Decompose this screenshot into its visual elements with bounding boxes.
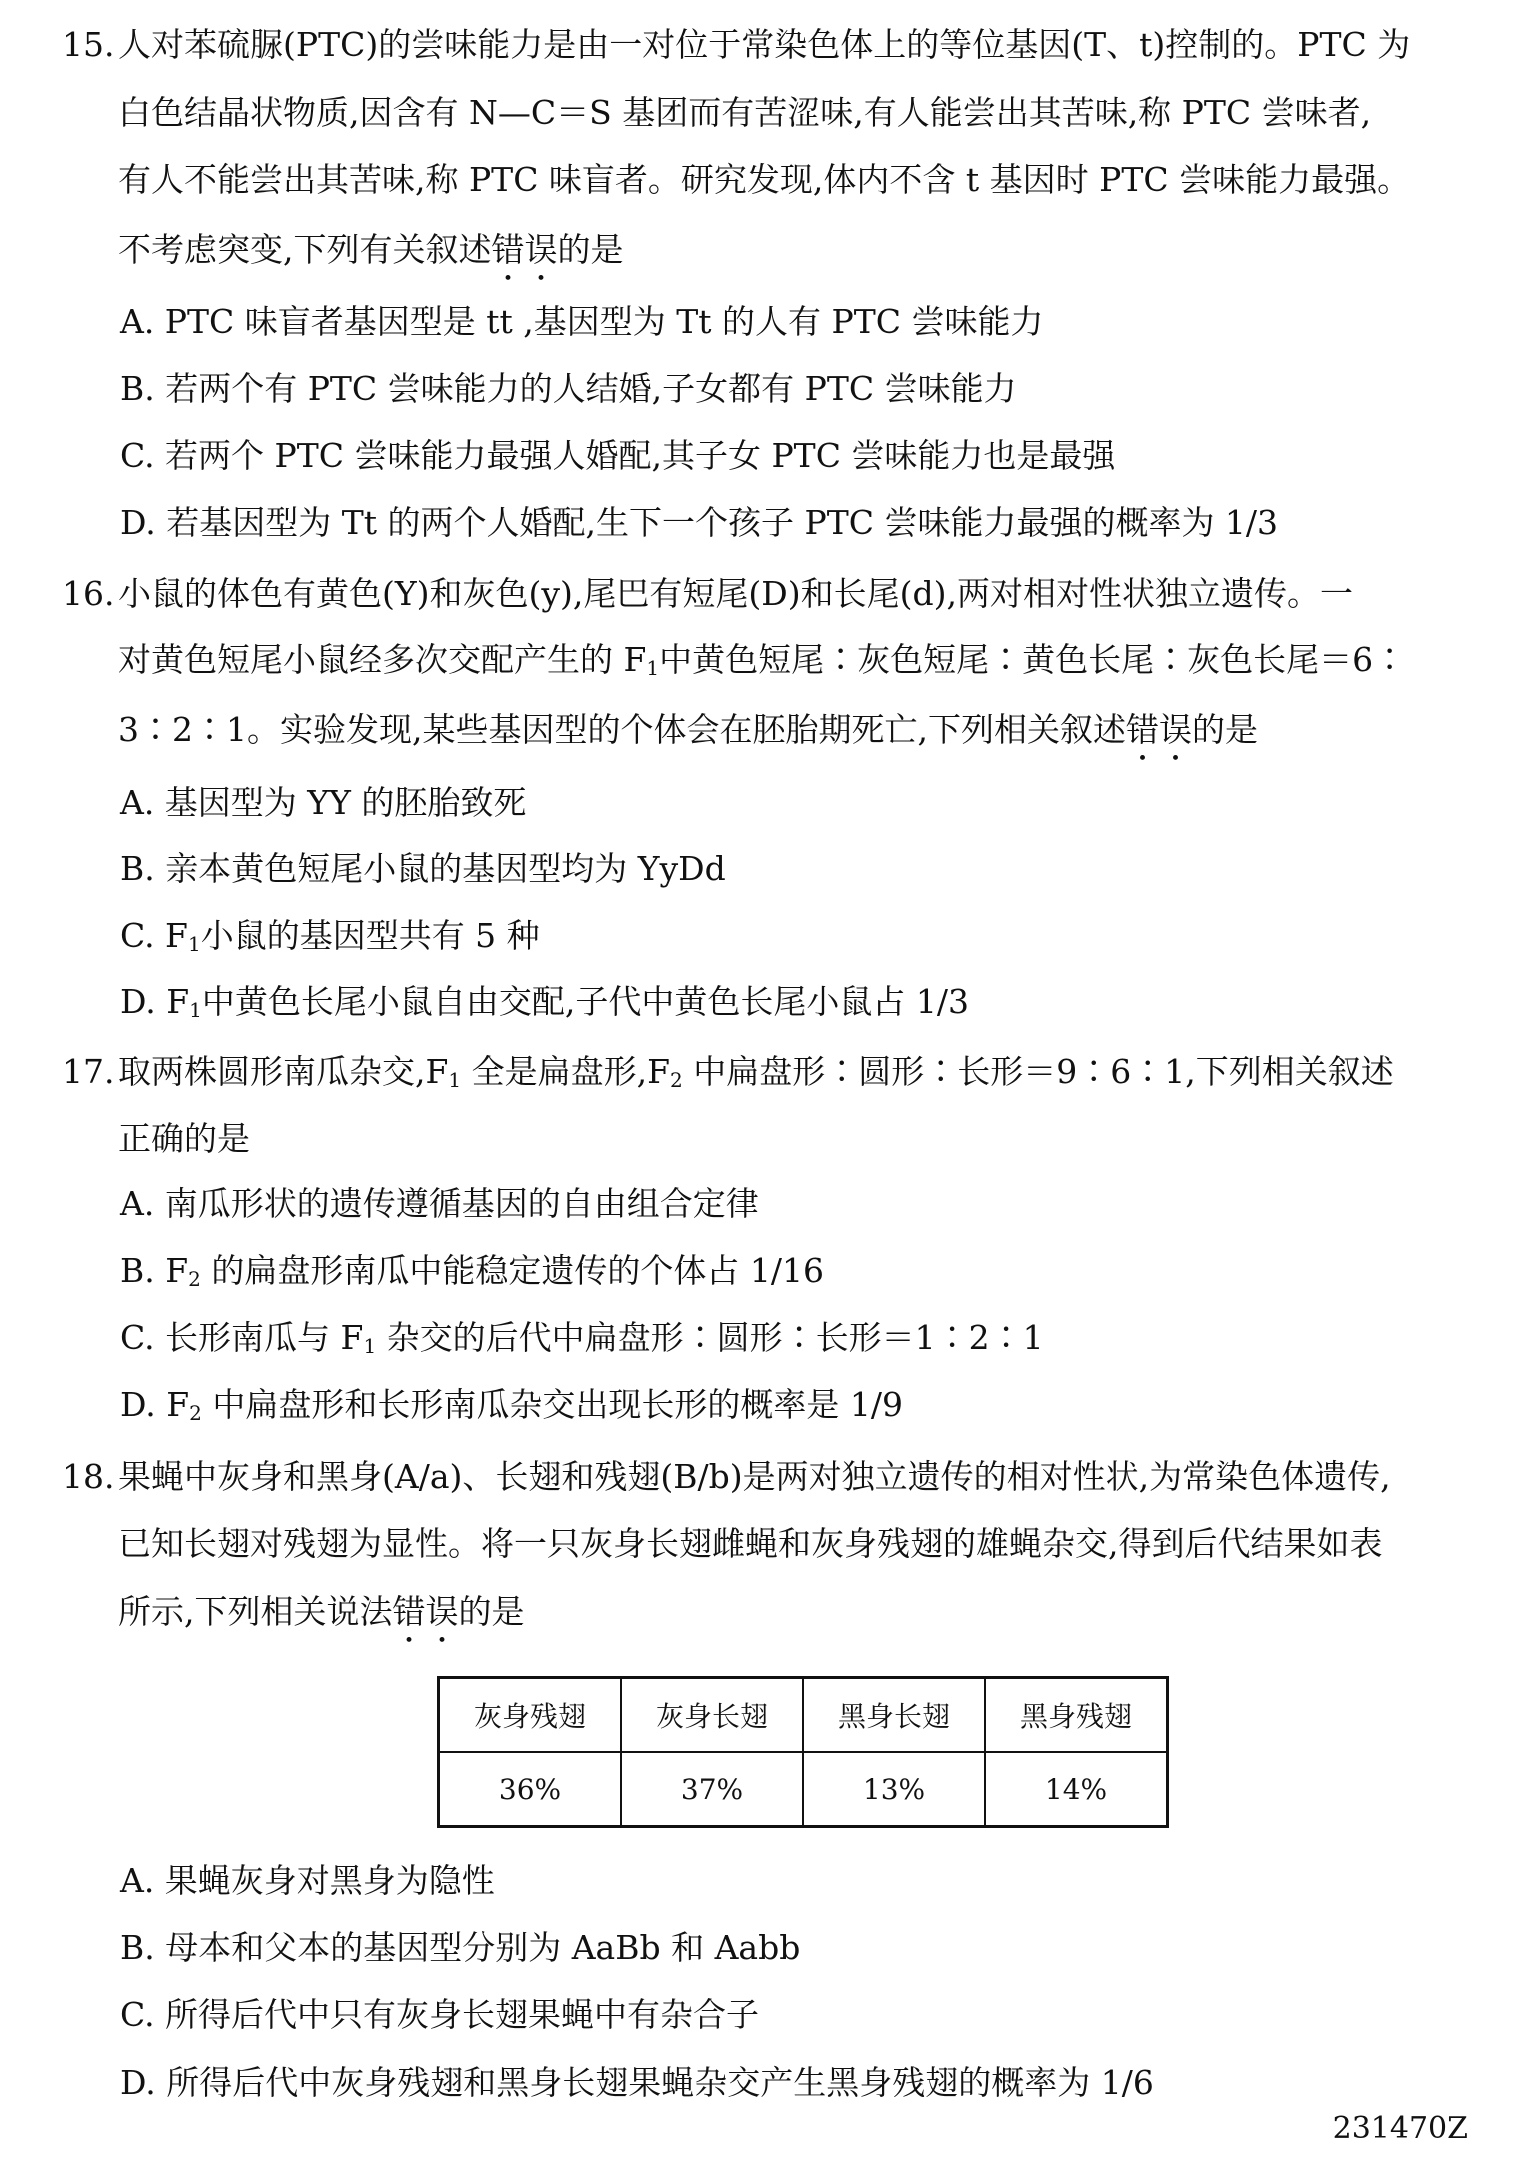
option-b-part-a: B. F [120,1251,189,1290]
subscript-2: 2 [670,1068,683,1092]
question-15-stem-line-1: 人对苯硫脲(PTC)的尝味能力是由一对位于常染色体上的等位基因(T、t)控制的。PTC 为 [118,25,1411,64]
table-header-cell: 灰身长翅 [621,1678,803,1753]
question-16-option-d [120,982,969,1022]
option-d-part-a: D. F [120,1385,190,1424]
question-18-stem-line-2: 已知长翅对残翅为显性。将一只灰身长翅雌蝇和灰身残翅的雄蝇杂交,得到后代结果如表 [118,1524,1383,1563]
option-c-part-a: C. F [120,916,188,955]
question-18-option-a: A. 果蝇灰身对黑身为隐性 [120,1861,495,1900]
question-17-option-b [120,1251,824,1291]
question-15-number: 15. [62,25,115,64]
option-b-part-b: 的扁盘形南瓜中能稳定遗传的个体占 1/16 [200,1251,824,1290]
question-16-stem-line-1: 小鼠的体色有黄色(Y)和灰色(y),尾巴有短尾(D)和长尾(d),两对相对性状独立遗传。一 [118,574,1353,613]
question-18-stem-line-3 [118,1592,525,1651]
subscript-1: 1 [363,1334,377,1358]
question-16-option-c [120,916,540,956]
table-cell: 13% [803,1752,985,1827]
table-cell: 14% [985,1752,1168,1827]
table-header-row [439,1678,1168,1753]
question-15-stem-tail: 不考虑突变,下列有关叙述 [118,230,492,269]
question-15-option-c: C. 若两个 PTC 尝味能力最强人婚配,其子女 PTC 尝味能力也是最强 [120,436,1116,475]
question-15-option-a: A. PTC 味盲者基因型是 tt ,基因型为 Tt 的人有 PTC 尝味能力 [120,302,1044,341]
subscript-1: 1 [646,656,660,680]
question-16-emphasis-word: 错误 [1125,710,1192,749]
question-17-line1-part-a: 取两株圆形南瓜杂交,F [118,1052,449,1091]
table-cell: 36% [439,1752,622,1827]
question-16-line2-part-a: 对黄色短尾小鼠经多次交配产生的 F [118,640,647,679]
question-15-option-d: D. 若基因型为 Tt 的两个人婚配,生下一个孩子 PTC 尝味能力最强的概率为 1/3 [120,503,1279,542]
table-row [439,1752,1168,1827]
question-17-line1-part-b: 全是扁盘形,F [461,1052,671,1091]
question-15-stem-line-4 [118,230,624,289]
question-17-option-d [120,1385,903,1425]
question-16-stem-line-3 [118,710,1258,769]
question-15-stem-line-2: 白色结晶状物质,因含有 N—C＝S 基团而有苦涩味,有人能尝出其苦味,称 PTC 尝味者, [118,93,1372,132]
question-16-number: 16. [62,574,115,613]
question-15-emphasis-word: 错误 [491,230,558,269]
question-17-stem-line-2: 正确的是 [118,1119,250,1158]
subscript-1: 1 [189,998,202,1022]
option-c-part-b: 小鼠的基因型共有 5 种 [200,916,540,955]
question-16-stem-end: 的是 [1191,710,1258,749]
subscript-2: 2 [189,1401,202,1425]
question-18-option-b: B. 母本和父本的基因型分别为 AaBb 和 Aabb [120,1928,801,1967]
option-d-part-b: 中黄色长尾小鼠自由交配,子代中黄色长尾小鼠占 1/3 [201,982,969,1021]
question-17-number: 17. [62,1052,115,1091]
question-18-option-c: C. 所得后代中只有灰身长翅果蝇中有杂合子 [120,1995,760,2034]
question-18-stem-line-1: 果蝇中灰身和黑身(A/a)、长翅和残翅(B/b)是两对独立遗传的相对性状,为常染色体遗传, [118,1457,1391,1496]
option-d-part-b: 中扁盘形和长形南瓜杂交出现长形的概率是 1/9 [201,1385,903,1424]
question-18-option-d: D. 所得后代中灰身残翅和黑身长翅果蝇杂交产生黑身残翅的概率为 1/6 [120,2063,1154,2102]
question-18-emphasis-word: 错误 [392,1592,459,1631]
question-16-stem-line-2 [118,640,1407,680]
question-16-option-a: A. 基因型为 YY 的胚胎致死 [120,783,527,822]
subscript-2: 2 [188,1267,201,1291]
question-16-option-b: B. 亲本黄色短尾小鼠的基因型均为 YyDd [120,849,726,888]
option-d-part-a: D. F [120,982,190,1021]
question-16-line2-part-b: 中黄色短尾∶灰色短尾∶黄色长尾∶灰色长尾＝6∶ [659,640,1407,679]
question-17-option-c [120,1318,1044,1358]
table-header-cell: 黑身长翅 [803,1678,985,1753]
page-code: 231470Z [1332,2111,1468,2146]
question-17-line1-part-c: 中扁盘形∶圆形∶长形＝9∶6∶1,下列相关叙述 [682,1052,1394,1091]
question-15-stem-end: 的是 [557,230,624,269]
question-15-option-b: B. 若两个有 PTC 尝味能力的人结婚,子女都有 PTC 尝味能力 [120,369,1017,408]
table-cell: 37% [621,1752,803,1827]
subscript-1: 1 [448,1068,462,1092]
question-17-option-a: A. 南瓜形状的遗传遵循基因的自由组合定律 [120,1184,759,1223]
offspring-ratio-table [437,1676,1169,1828]
question-17-stem-line-1 [118,1052,1394,1092]
option-c-part-b: 杂交的后代中扁盘形∶圆形∶长形＝1∶2∶1 [376,1318,1044,1357]
table-header-cell: 灰身残翅 [439,1678,622,1753]
table-header-cell: 黑身残翅 [985,1678,1168,1753]
question-18-line3-part-a: 所示,下列相关说法 [118,1592,393,1631]
option-c-part-a: C. 长形南瓜与 F [120,1318,364,1357]
question-18-number: 18. [62,1457,115,1496]
question-15-stem-line-3: 有人不能尝出其苦味,称 PTC 味盲者。研究发现,体内不含 t 基因时 PTC 尝味能力最强。 [118,160,1411,199]
subscript-1: 1 [187,932,201,956]
question-18-stem-end: 的是 [458,1592,525,1631]
question-16-line3-part-a: 3∶2∶1。实验发现,某些基因型的个体会在胚胎期死亡,下列相关叙述 [118,710,1126,749]
